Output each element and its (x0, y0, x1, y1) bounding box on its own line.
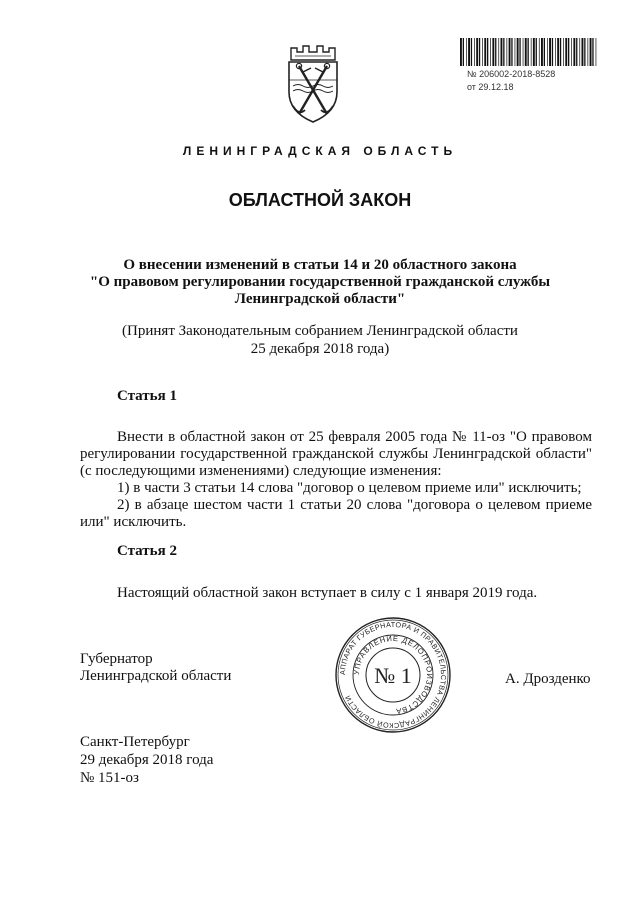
barcode-bar (552, 38, 553, 66)
barcode-bar (549, 38, 551, 66)
adoption-note-line: (Принят Законодательным собранием Ленинградской области (122, 323, 518, 339)
barcode-bar (482, 38, 483, 66)
barcode-bar (573, 38, 575, 66)
article-1-text-line: (с последующими изменениями) следующие изменения: (80, 463, 442, 479)
barcode-bar (507, 38, 508, 66)
barcode-bar (565, 38, 567, 66)
law-title-line: О внесении изменений в статьи 14 и 20 областного закона (123, 257, 517, 273)
barcode-bar (519, 38, 520, 66)
law-number: № 151-оз (80, 770, 139, 786)
barcode-bar (476, 38, 478, 66)
barcode-bar (484, 38, 486, 66)
signing-place: Санкт-Петербург (80, 734, 190, 750)
barcode-bar (584, 38, 585, 66)
article-2-text-line: Настоящий областной закон вступает в силу с 1 января 2019 года. (117, 585, 538, 601)
barcode-bar (495, 38, 496, 66)
barcode-bar (590, 38, 592, 66)
barcode-bar (576, 38, 577, 66)
barcode-bar (511, 38, 512, 66)
signing-date: 29 декабря 2018 года (80, 752, 214, 768)
article-1-text-line: регулировании государственной гражданской службы Ленинградской области" (80, 446, 592, 462)
barcode-bar (517, 38, 519, 66)
barcode-bar (468, 38, 470, 66)
barcode-bar (557, 38, 559, 66)
region-heading: ЛЕНИНГРАДСКАЯ ОБЛАСТЬ (182, 144, 458, 158)
barcode-bar (555, 38, 556, 66)
registration-number: № 206002-2018-8528 (467, 69, 556, 79)
barcode-bar (536, 38, 537, 66)
coat-of-arms-emblem (283, 40, 343, 124)
barcode-bar (474, 38, 475, 66)
barcode-bar (528, 38, 529, 66)
barcode-bar (544, 38, 545, 66)
law-title-line: "О правовом регулировании государственной гражданской службы (89, 274, 551, 290)
article-2-heading: Статья 2 (117, 543, 177, 559)
article-1-item-1: 1) в части 3 статьи 14 слова "договор о целевом приеме или" исключить; (117, 480, 582, 496)
barcode-bar (571, 38, 572, 66)
barcode-bar (531, 38, 532, 66)
barcode-bar (533, 38, 535, 66)
article-1-item-2: 2) в абзаце шестом части 1 статьи 20 слова "договора о целевом приеме (117, 497, 592, 513)
barcode-bar (541, 38, 543, 66)
barcode-bar (466, 38, 467, 66)
barcode-bar (547, 38, 548, 66)
barcode-bar (560, 38, 561, 66)
barcode-bar (501, 38, 503, 66)
svg-text:№ 1: № 1 (374, 663, 412, 688)
barcode-bar (509, 38, 511, 66)
barcode-bar (563, 38, 564, 66)
barcode-bar (592, 38, 593, 66)
svg-text:УПРАВЛЕНИЕ ДЕЛОПРОИЗВОДСТВА: УПРАВЛЕНИЕ ДЕЛОПРОИЗВОДСТВА (351, 633, 435, 716)
barcode-bar (525, 38, 527, 66)
law-title-line: Ленинградской области" (234, 291, 406, 307)
barcode-bar (539, 38, 540, 66)
law-type-heading: ОБЛАСТНОЙ ЗАКОН (228, 190, 412, 210)
barcode-bar (460, 38, 462, 66)
article-1-item-2-continued: или" исключить. (80, 514, 187, 530)
barcode (458, 38, 598, 66)
registration-date: от 29.12.18 (467, 82, 514, 92)
barcode-bar (588, 38, 589, 66)
adoption-note-line: 25 декабря 2018 года) (250, 341, 390, 357)
barcode-bar (490, 38, 491, 66)
barcode-bar (582, 38, 584, 66)
barcode-bar (596, 38, 597, 66)
barcode-bar (492, 38, 494, 66)
barcode-bar (463, 38, 464, 66)
barcode-bar (523, 38, 524, 66)
barcode-bar (498, 38, 499, 66)
official-stamp (334, 616, 452, 734)
barcode-bar (503, 38, 504, 66)
barcode-bar (479, 38, 480, 66)
svg-text:АППАРАТ ГУБЕРНАТОРА И ПРАВИТЕЛ: АППАРАТ ГУБЕРНАТОРА И ПРАВИТЕЛЬСТВА ЛЕНИНГРАДСКОЙ ОБЛАСТИ (337, 619, 449, 731)
barcode-bar (579, 38, 580, 66)
barcode-bar (515, 38, 516, 66)
barcode-bar (471, 38, 472, 66)
barcode-bar (568, 38, 569, 66)
signer-name: А. Дрозденко (505, 671, 591, 687)
article-1-text-line: Внести в областной закон от 25 февраля 2005 года № 11-оз "О правовом (117, 429, 592, 445)
signer-position-line: Губернатор (80, 651, 153, 667)
barcode-bar (487, 38, 488, 66)
article-1-heading: Статья 1 (117, 388, 177, 404)
signer-position-line: Ленинградской области (80, 668, 232, 684)
